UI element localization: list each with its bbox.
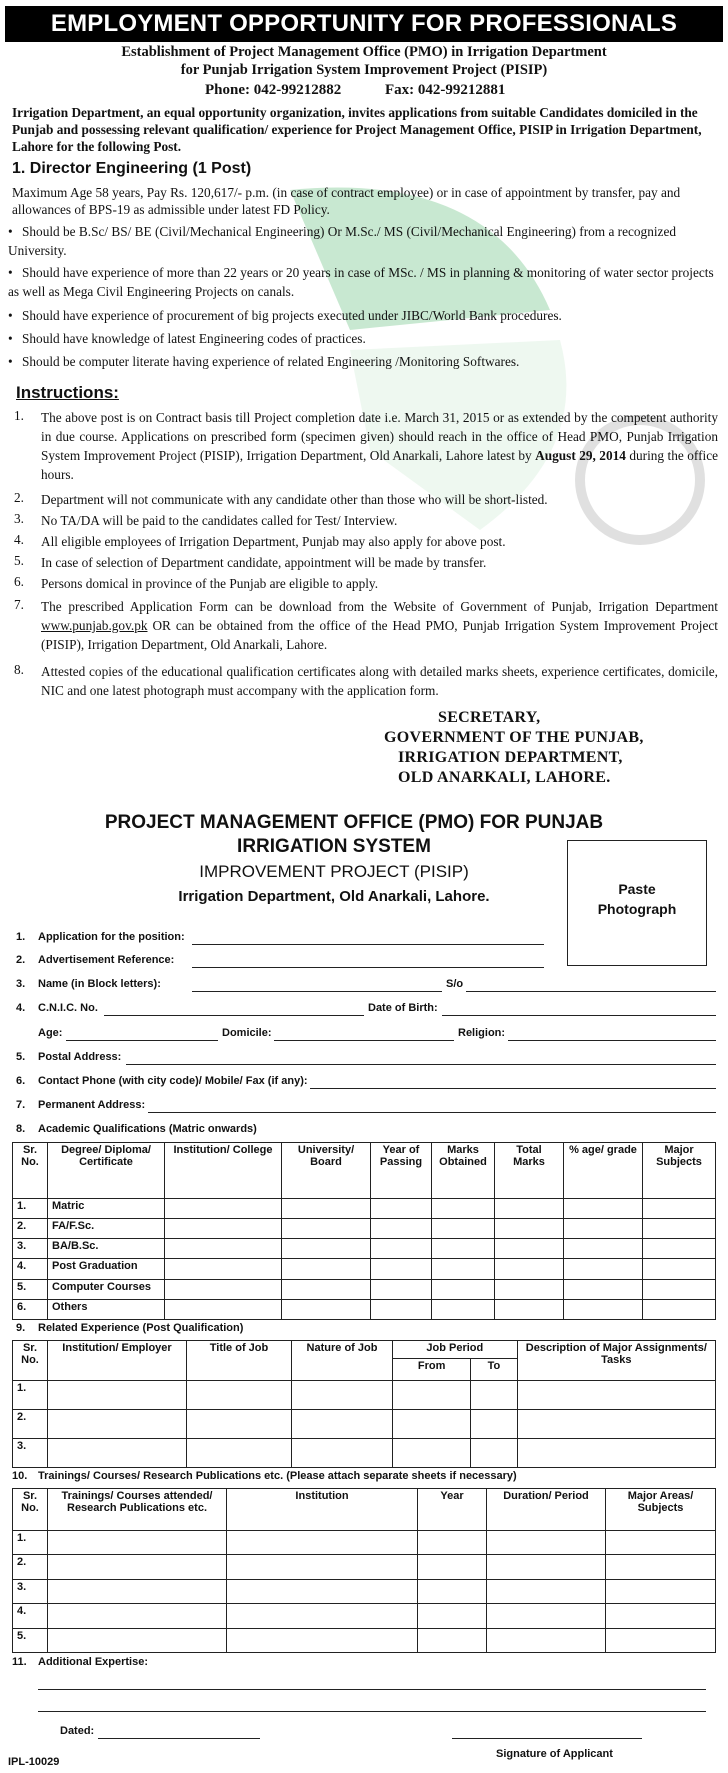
- column-header: Sr. No.: [13, 1489, 48, 1531]
- field-number: 3.: [16, 978, 26, 990]
- header-fax: Fax: 042-99212881: [385, 82, 506, 98]
- photo-label-2: Photograph: [597, 901, 677, 917]
- form-title-4: Irrigation Department, Old Anarkali, Lahore.: [178, 888, 490, 905]
- requirement-item: • Should be computer literate having experience of related Engineering /Monitoring Softwares.: [8, 354, 520, 369]
- instruction-number: 3.: [14, 511, 24, 526]
- requirement-item: • Should have experience of more than 22 years or 20 years in case of MSc. / MS in planning & monitoring of water sector projects as well as Mega Civil Engineering Projects on canals.: [8, 265, 714, 299]
- contact-phone-field[interactable]: [310, 1088, 716, 1089]
- date-of-birth-label: Date of Birth:: [368, 1002, 438, 1014]
- trainings-table-wrap: [12, 1488, 716, 1653]
- column-header: Degree/ Diploma/ Certificate: [48, 1143, 165, 1199]
- footer-code: IPL-10029: [8, 1756, 60, 1768]
- column-header: % age/ grade: [564, 1143, 643, 1199]
- column-header: Marks Obtained: [432, 1143, 495, 1199]
- instruction-number: 4.: [14, 532, 24, 547]
- column-header: Title of Job: [187, 1341, 292, 1381]
- additional-expertise-field[interactable]: [38, 1689, 706, 1690]
- age-field[interactable]: [66, 1040, 218, 1041]
- contact-phone-label: Contact Phone (with city code)/ Mobile/ Fax (if any):: [38, 1075, 308, 1087]
- column-header: University/ Board: [282, 1143, 371, 1199]
- name-label: Name (in Block letters):: [38, 978, 161, 990]
- header-phone: Phone: 042-99212882: [205, 82, 342, 98]
- position-label: Application for the position:: [38, 931, 185, 943]
- academic-qualifications-label: Academic Qualifications (Matric onwards): [38, 1123, 257, 1135]
- table-row[interactable]: 3.: [13, 1579, 716, 1603]
- signature-field[interactable]: [452, 1738, 642, 1739]
- signature-label: Signature of Applicant: [496, 1748, 613, 1760]
- trainings-table: [12, 1488, 716, 1653]
- form-title-1: PROJECT MANAGEMENT OFFICE (PMO) FOR PUNJAB: [104, 812, 604, 833]
- field-number: 8.: [16, 1123, 26, 1135]
- signatory-address: OLD ANARKALI, LAHORE.: [398, 769, 611, 786]
- dated-label: Dated:: [60, 1725, 95, 1737]
- instruction-text: In case of selection of Department candidate, appointment will be made by transfer.: [41, 555, 487, 570]
- academic-table: [12, 1142, 716, 1320]
- permanent-address-field[interactable]: [148, 1112, 716, 1113]
- cnic-label: C.N.I.C. No.: [38, 1002, 98, 1014]
- field-number: 4.: [16, 1002, 26, 1014]
- postal-address-field[interactable]: [126, 1064, 716, 1065]
- requirement-text: Should have experience of procurement of big projects executed under JIBC/World Bank procedures.: [22, 308, 562, 323]
- date-of-birth-field[interactable]: [442, 1015, 716, 1016]
- requirement-item: • Should be B.Sc/ BS/ BE (Civil/Mechanical Engineering) Or M.Sc./ MS (Civil/Mechanical Engineering) from a recognized University.: [8, 224, 676, 258]
- instruction-text: Department will not communicate with any candidate other than those who will be short-listed.: [41, 492, 548, 507]
- table-row[interactable]: 2. FA/F.Sc.: [13, 1219, 716, 1239]
- column-header: Sr. No.: [13, 1143, 48, 1199]
- instruction-number: 7.: [14, 597, 24, 612]
- name-field[interactable]: [192, 991, 442, 992]
- post-pay: Maximum Age 58 years, Pay Rs. 120,617/- p.m. (in case of contract employee) or in case of appointment by transfer, pay and allowances of BPS-19 as admissible under latest FD Policy.: [12, 185, 681, 217]
- domicile-field[interactable]: [274, 1040, 454, 1041]
- cnic-field[interactable]: [104, 1015, 364, 1016]
- field-number: 9.: [16, 1322, 26, 1334]
- form-title-2: IRRIGATION SYSTEM: [237, 836, 431, 857]
- religion-label: Religion:: [458, 1027, 506, 1039]
- column-header: Institution/ Employer: [48, 1341, 187, 1381]
- column-header: Institution/ College: [165, 1143, 282, 1199]
- column-header: Nature of Job: [292, 1341, 393, 1381]
- additional-expertise-field[interactable]: [38, 1711, 706, 1712]
- requirement-item: • Should have knowledge of latest Engineering codes of practices.: [8, 331, 366, 346]
- son-of-label: S/o: [446, 978, 464, 990]
- signatory-department: IRRIGATION DEPARTMENT,: [398, 749, 623, 766]
- advertisement-reference-label: Advertisement Reference:: [38, 954, 175, 966]
- table-row[interactable]: 3. BA/B.Sc.: [13, 1239, 716, 1259]
- column-header: Year of Passing: [371, 1143, 432, 1199]
- table-row[interactable]: 1. Matric: [13, 1199, 716, 1219]
- advertisement-reference-field[interactable]: [192, 967, 544, 968]
- instruction-number: 6.: [14, 574, 24, 589]
- header-banner: EMPLOYMENT OPPORTUNITY FOR PROFESSIONALS: [5, 6, 723, 42]
- column-header: Sr. No.: [13, 1341, 48, 1381]
- table-row[interactable]: 1.: [13, 1381, 716, 1410]
- field-number: 2.: [16, 954, 26, 966]
- signatory-government: GOVERNMENT OF THE PUNJAB,: [384, 729, 644, 746]
- field-number: 6.: [16, 1075, 26, 1087]
- table-row[interactable]: 6. Others: [13, 1299, 716, 1319]
- column-header: Year: [418, 1489, 487, 1531]
- column-header: Major Areas/ Subjects: [606, 1489, 716, 1531]
- son-of-field[interactable]: [466, 991, 716, 992]
- intro-paragraph: Irrigation Department, an equal opportunity organization, invites applications from suitable Candidates domiciled in the Punjab and possessing relevant qualification/ experience for Project Management Office, PISIP in Irrigation Department, Lahore for the following Post.: [12, 105, 702, 154]
- table-row[interactable]: 5. Computer Courses: [13, 1279, 716, 1299]
- table-row[interactable]: 4.: [13, 1604, 716, 1628]
- religion-field[interactable]: [508, 1040, 716, 1041]
- permanent-address-label: Permanent Address:: [38, 1099, 146, 1111]
- table-row[interactable]: 4. Post Graduation: [13, 1259, 716, 1279]
- website-link[interactable]: www.punjab.gov.pk: [41, 618, 148, 633]
- column-header: Duration/ Period: [487, 1489, 606, 1531]
- instruction-number: 1.: [14, 408, 24, 423]
- table-row[interactable]: 1.: [13, 1531, 716, 1555]
- dated-field[interactable]: [98, 1738, 260, 1739]
- instruction-number: 2.: [14, 490, 24, 505]
- table-row[interactable]: 5.: [13, 1628, 716, 1652]
- post-title: 1. Director Engineering (1 Post): [12, 160, 252, 177]
- photo-label-1: Paste: [618, 881, 656, 897]
- column-header: Institution: [227, 1489, 418, 1531]
- instruction-text: Persons domical in province of the Punjab are eligible to apply.: [41, 576, 379, 591]
- additional-expertise-label: Additional Expertise:: [38, 1656, 149, 1668]
- table-row[interactable]: 2.: [13, 1555, 716, 1579]
- requirement-text: Should be computer literate having experience of related Engineering /Monitoring Softwares.: [22, 354, 520, 369]
- requirement-item: • Should have experience of procurement of big projects executed under JIBC/World Bank procedures.: [8, 308, 562, 323]
- field-number: 5.: [16, 1051, 26, 1063]
- instruction-text: All eligible employees of Irrigation Department, Punjab may also apply for above post.: [41, 534, 506, 549]
- instructions-heading: Instructions:: [16, 383, 119, 402]
- instruction-text: No TA/DA will be paid to the candidates called for Test/ Interview.: [41, 513, 398, 528]
- instruction-text: The above post is on Contract basis till Project completion date i.e. March 31, 2015 or as extended by the competent authority in due course. Applications on prescribed form (specimen given) should reach in the office of Head PMO, Punjab Irrigation System Improvement Project (PISIP), Irrigation Department, Old Anarkali, Lahore latest by August 29, 2014 during the office hours.: [41, 410, 718, 482]
- column-subheader: To: [471, 1359, 517, 1381]
- column-header: Major Subjects: [643, 1143, 716, 1199]
- requirement-text: Should have experience of more than 22 years or 20 years in case of MSc. / MS in planning & monitoring of water sector projects as well as Mega Civil Engineering Projects on canals.: [8, 265, 714, 299]
- instruction-text: Attested copies of the educational qualification certificates along with detailed marks sheets, experience certificates, domicile, NIC and one latest photograph must accompany with the application form.: [41, 664, 718, 698]
- header-line-1: Establishment of Project Management Office (PMO) in Irrigation Department: [121, 44, 607, 60]
- postal-address-label: Postal Address:: [38, 1051, 122, 1063]
- instruction-number: 8.: [14, 662, 24, 677]
- photo-box[interactable]: [567, 840, 707, 966]
- age-label: Age:: [38, 1027, 63, 1039]
- trainings-label: Trainings/ Courses/ Research Publications etc. (Please attach separate sheets if necessary): [38, 1470, 517, 1482]
- column-header: Trainings/ Courses attended/ Research Publications etc.: [48, 1489, 227, 1531]
- column-header: Description of Major Assignments/ Tasks: [517, 1341, 715, 1381]
- instruction-number: 5.: [14, 553, 24, 568]
- field-number: 7.: [16, 1099, 26, 1111]
- signatory-title: SECRETARY,: [438, 709, 541, 726]
- form-title-3: IMPROVEMENT PROJECT (PISIP): [199, 862, 469, 881]
- requirement-text: Should have knowledge of latest Engineering codes of practices.: [22, 331, 366, 346]
- requirement-text: Should be B.Sc/ BS/ BE (Civil/Mechanical Engineering) Or M.Sc./ MS (Civil/Mechanical Engineering) from a recognized University.: [8, 224, 676, 258]
- table-row[interactable]: 2.: [13, 1410, 716, 1439]
- field-number: 11.: [12, 1656, 27, 1668]
- related-experience-label: Related Experience (Post Qualification): [38, 1322, 244, 1334]
- field-number: 1.: [16, 931, 26, 943]
- domicile-label: Domicile:: [222, 1027, 272, 1039]
- header-line-2: for Punjab Irrigation System Improvement Project (PISIP): [180, 62, 548, 78]
- column-subheader: From: [393, 1359, 471, 1381]
- table-row[interactable]: 3.: [13, 1439, 716, 1468]
- column-header: Total Marks: [495, 1143, 564, 1199]
- instruction-text: The prescribed Application Form can be download from the Website of Government of Punjab, Irrigation Department www.punjab.gov.pk OR can be obtained from the office of the Head PMO, Punjab Irrigation System Improvement Project (PISIP), Irrigation Department, Old Anarkali, Lahore.: [41, 599, 718, 652]
- experience-table: [12, 1340, 716, 1468]
- column-header: Job Period: [393, 1341, 518, 1359]
- position-field[interactable]: [192, 944, 544, 945]
- field-number: 10.: [12, 1470, 28, 1482]
- signature-block: [384, 708, 714, 788]
